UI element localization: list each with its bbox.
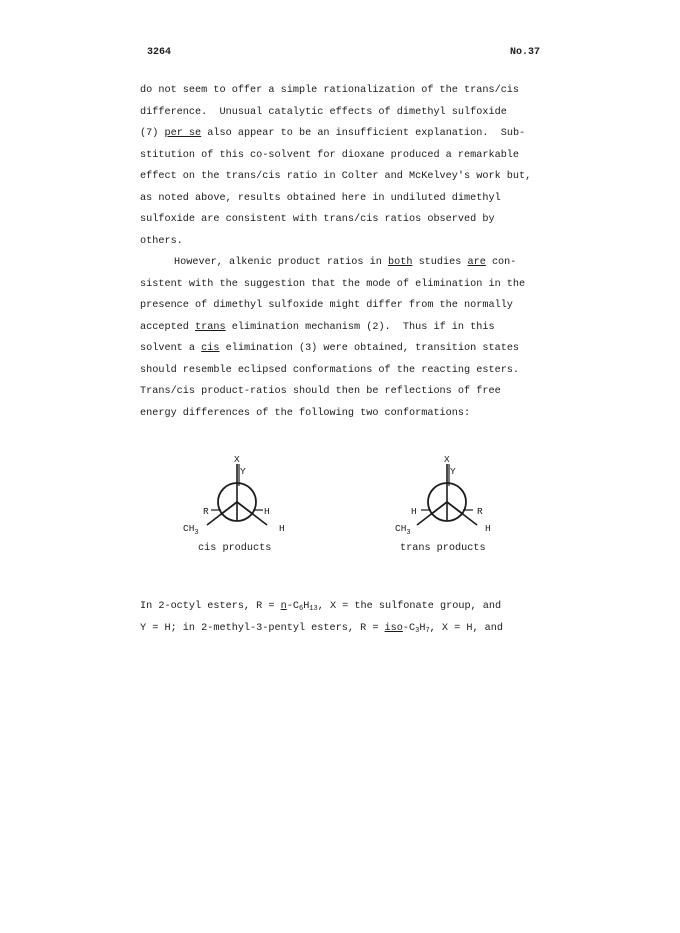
subscript-text: 3 bbox=[415, 626, 420, 635]
subscript-text: 6 bbox=[298, 605, 304, 613]
text-line: (7) per se also appear to be an insufficient explanation. Sub- bbox=[140, 128, 526, 139]
trans-front-bond-left bbox=[430, 502, 447, 515]
text-line: solvent a cis elimination (3) were obtained, transition states bbox=[140, 343, 520, 354]
trans-atom-ch3: $CH_3$ bbox=[395, 523, 411, 537]
cis-products-label: cis products bbox=[198, 543, 272, 554]
cis-front-bond-right bbox=[237, 502, 254, 515]
text-line: as noted above, results obtained here in undiluted dimethyl bbox=[140, 192, 501, 204]
page-number: 3264 bbox=[147, 47, 172, 58]
text-line: effect on the trans/cis ratio in Colter and McKelvey's work but, bbox=[140, 171, 532, 182]
trans-bond-ch3 bbox=[417, 515, 430, 525]
trans-newman-projection bbox=[395, 454, 491, 537]
cis-front-bond-left bbox=[220, 502, 237, 515]
footer-text bbox=[140, 596, 550, 639]
cis-atom-x: X bbox=[234, 454, 240, 465]
text-line: stitution of this co-solvent for dioxane produced a remarkable bbox=[140, 149, 520, 161]
cis-atom-r: R bbox=[203, 506, 209, 517]
text-line: Trans/cis product-ratios should then be reflections of free bbox=[140, 386, 501, 397]
issue-number: No.37 bbox=[509, 47, 540, 58]
underlined-text: are bbox=[467, 257, 486, 268]
trans-atom-h-back: H bbox=[411, 506, 417, 517]
trans-atom-r: R bbox=[477, 506, 483, 517]
newman-projections-svg bbox=[160, 452, 540, 572]
text-line: others. bbox=[140, 235, 183, 247]
text-line: should resemble eclipsed conformations of the reacting esters. bbox=[140, 364, 520, 376]
underlined-text: per se bbox=[164, 128, 202, 139]
paragraph-2 bbox=[140, 252, 550, 424]
cis-atom-y: Y bbox=[240, 466, 246, 477]
underlined-text: trans bbox=[195, 321, 226, 333]
underlined-text: both bbox=[387, 257, 413, 268]
text-line: sulfoxide are consistent with trans/cis ratios observed by bbox=[140, 214, 495, 225]
subscript-text: 13 bbox=[309, 605, 318, 613]
cis-atom-h-front: H bbox=[279, 523, 285, 534]
text-line: difference. Unusual catalytic effects of dimethyl sulfoxide bbox=[140, 106, 507, 118]
underlined-text: iso bbox=[384, 622, 403, 634]
text-line: presence of dimethyl sulfoxide might differ from the normally bbox=[140, 300, 513, 311]
cis-newman-projection bbox=[183, 454, 285, 537]
trans-atom-h-front: H bbox=[485, 523, 491, 534]
newman-projections-figure bbox=[160, 452, 540, 572]
subscript-text: 7 bbox=[425, 626, 430, 635]
trans-products-label: trans products bbox=[400, 543, 486, 554]
trans-bond-h-front bbox=[464, 515, 477, 525]
text-line: do not seem to offer a simple rationalization of the trans/cis bbox=[140, 85, 520, 96]
trans-atom-y: Y bbox=[450, 466, 456, 477]
trans-front-bond-right bbox=[447, 502, 464, 515]
text-line: However, alkenic product ratios in both studies are con- bbox=[174, 257, 517, 268]
underlined-text: n bbox=[280, 601, 287, 612]
underlined-text: cis bbox=[201, 343, 220, 354]
text-line: accepted trans elimination mechanism (2). Thus if in this bbox=[140, 321, 495, 333]
text-line: energy differences of the following two conformations: bbox=[140, 407, 471, 419]
text-line: sistent with the suggestion that the mode of elimination in the bbox=[140, 278, 526, 290]
paragraph-1 bbox=[140, 80, 550, 252]
footer-line-2: Y = H; in 2-methyl-3-pentyl esters, R = iso-$C_3H_7$, X = H, and bbox=[140, 622, 504, 635]
cis-bond-ch3 bbox=[207, 515, 220, 525]
cis-atom-ch3: $CH_3$ bbox=[183, 523, 199, 537]
cis-atom-h-back: H bbox=[264, 506, 270, 517]
trans-atom-x: X bbox=[444, 454, 450, 465]
body-text bbox=[140, 80, 550, 424]
footer-line-1: In 2-octyl esters, $R = n-C_6H_{13}$, X = the sulfonate group, and bbox=[140, 601, 502, 613]
